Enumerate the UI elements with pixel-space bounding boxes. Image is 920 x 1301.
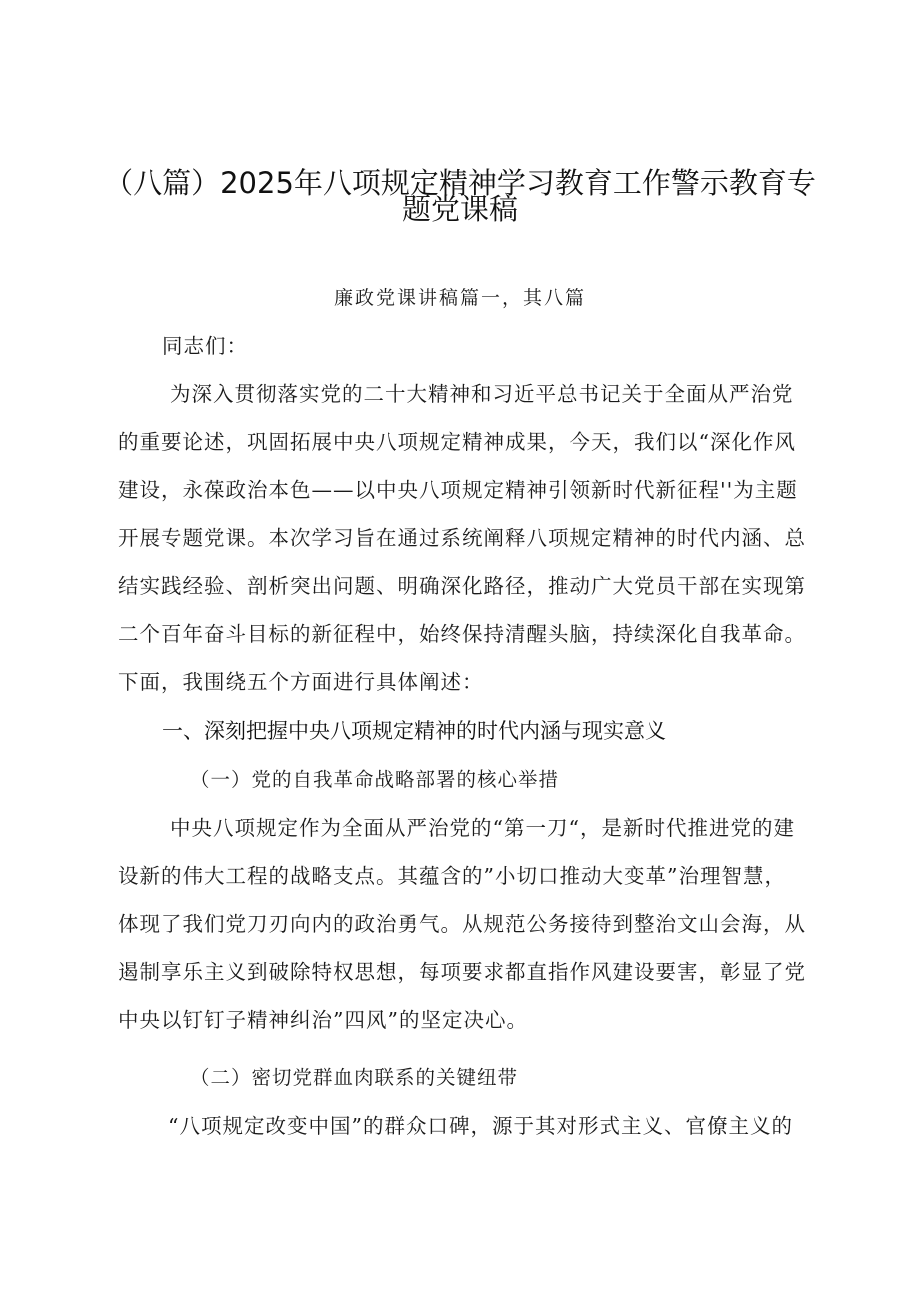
document-title-line-2: 题党课稿: [401, 192, 518, 226]
document-subtitle: 廉政党课讲稿篇一，其八篇: [333, 287, 586, 309]
intro-line: 开展专题党课。本次学习旨在通过系统阐释八项规定精神的时代内涵、总: [118, 526, 806, 550]
paragraph-line: 设新的伟大工程的战略支点。其蕴含的”小切口推动大变革”治理智慧，: [118, 864, 786, 888]
paragraph-line: “八项规定改变中国”的群众口碑，源于其对形式主义、官僚主义的: [168, 1114, 793, 1138]
intro-line: 的重要论述，巩固拓展中央八项规定精神成果，今天，我们以“深化作风: [118, 430, 796, 454]
subsection-heading-1: （一）党的自我革命战略部署的核心举措: [190, 768, 560, 791]
paragraph-line: 体现了我们党刀刃向内的政治勇气。从规范公务接待到整治文山会海，从: [118, 912, 806, 936]
paragraph-line: 中央八项规定作为全面从严治党的“第一刀“，是新时代推进党的建: [170, 816, 795, 840]
paragraph-line: 中央以钉钉子精神纠治”四风”的坚定决心。: [118, 1008, 528, 1032]
intro-line: 为深入贯彻落实党的二十大精神和习近平总书记关于全面从严治党: [170, 382, 794, 406]
intro-line: 建设，永葆政治本色——以中央八项规定精神引领新时代新征程''为主题: [118, 478, 798, 502]
paragraph-line: 遏制享乐主义到破除特权思想，每项要求都直指作风建设要害，彰显了党: [118, 960, 806, 984]
salutation: 同志们：: [162, 334, 248, 358]
section-heading-1: 一、深刻把握中央八项规定精神的时代内涵与现实意义: [162, 719, 666, 743]
subsection-heading-2: （二）密切党群血肉联系的关键纽带: [190, 1066, 519, 1089]
document-title-line-1: （八篇）2025年八项规定精神学习教育工作警示教育专: [104, 166, 816, 200]
intro-line: 结实践经验、剖析突出问题、明确深化路径，推动广大党员干部在实现第: [118, 574, 806, 598]
intro-line: 二个百年奋斗目标的新征程中，始终保持清醒头脑，持续深化自我革命。: [118, 622, 806, 646]
intro-line: 下面，我围绕五个方面进行具体阐述：: [118, 670, 484, 694]
